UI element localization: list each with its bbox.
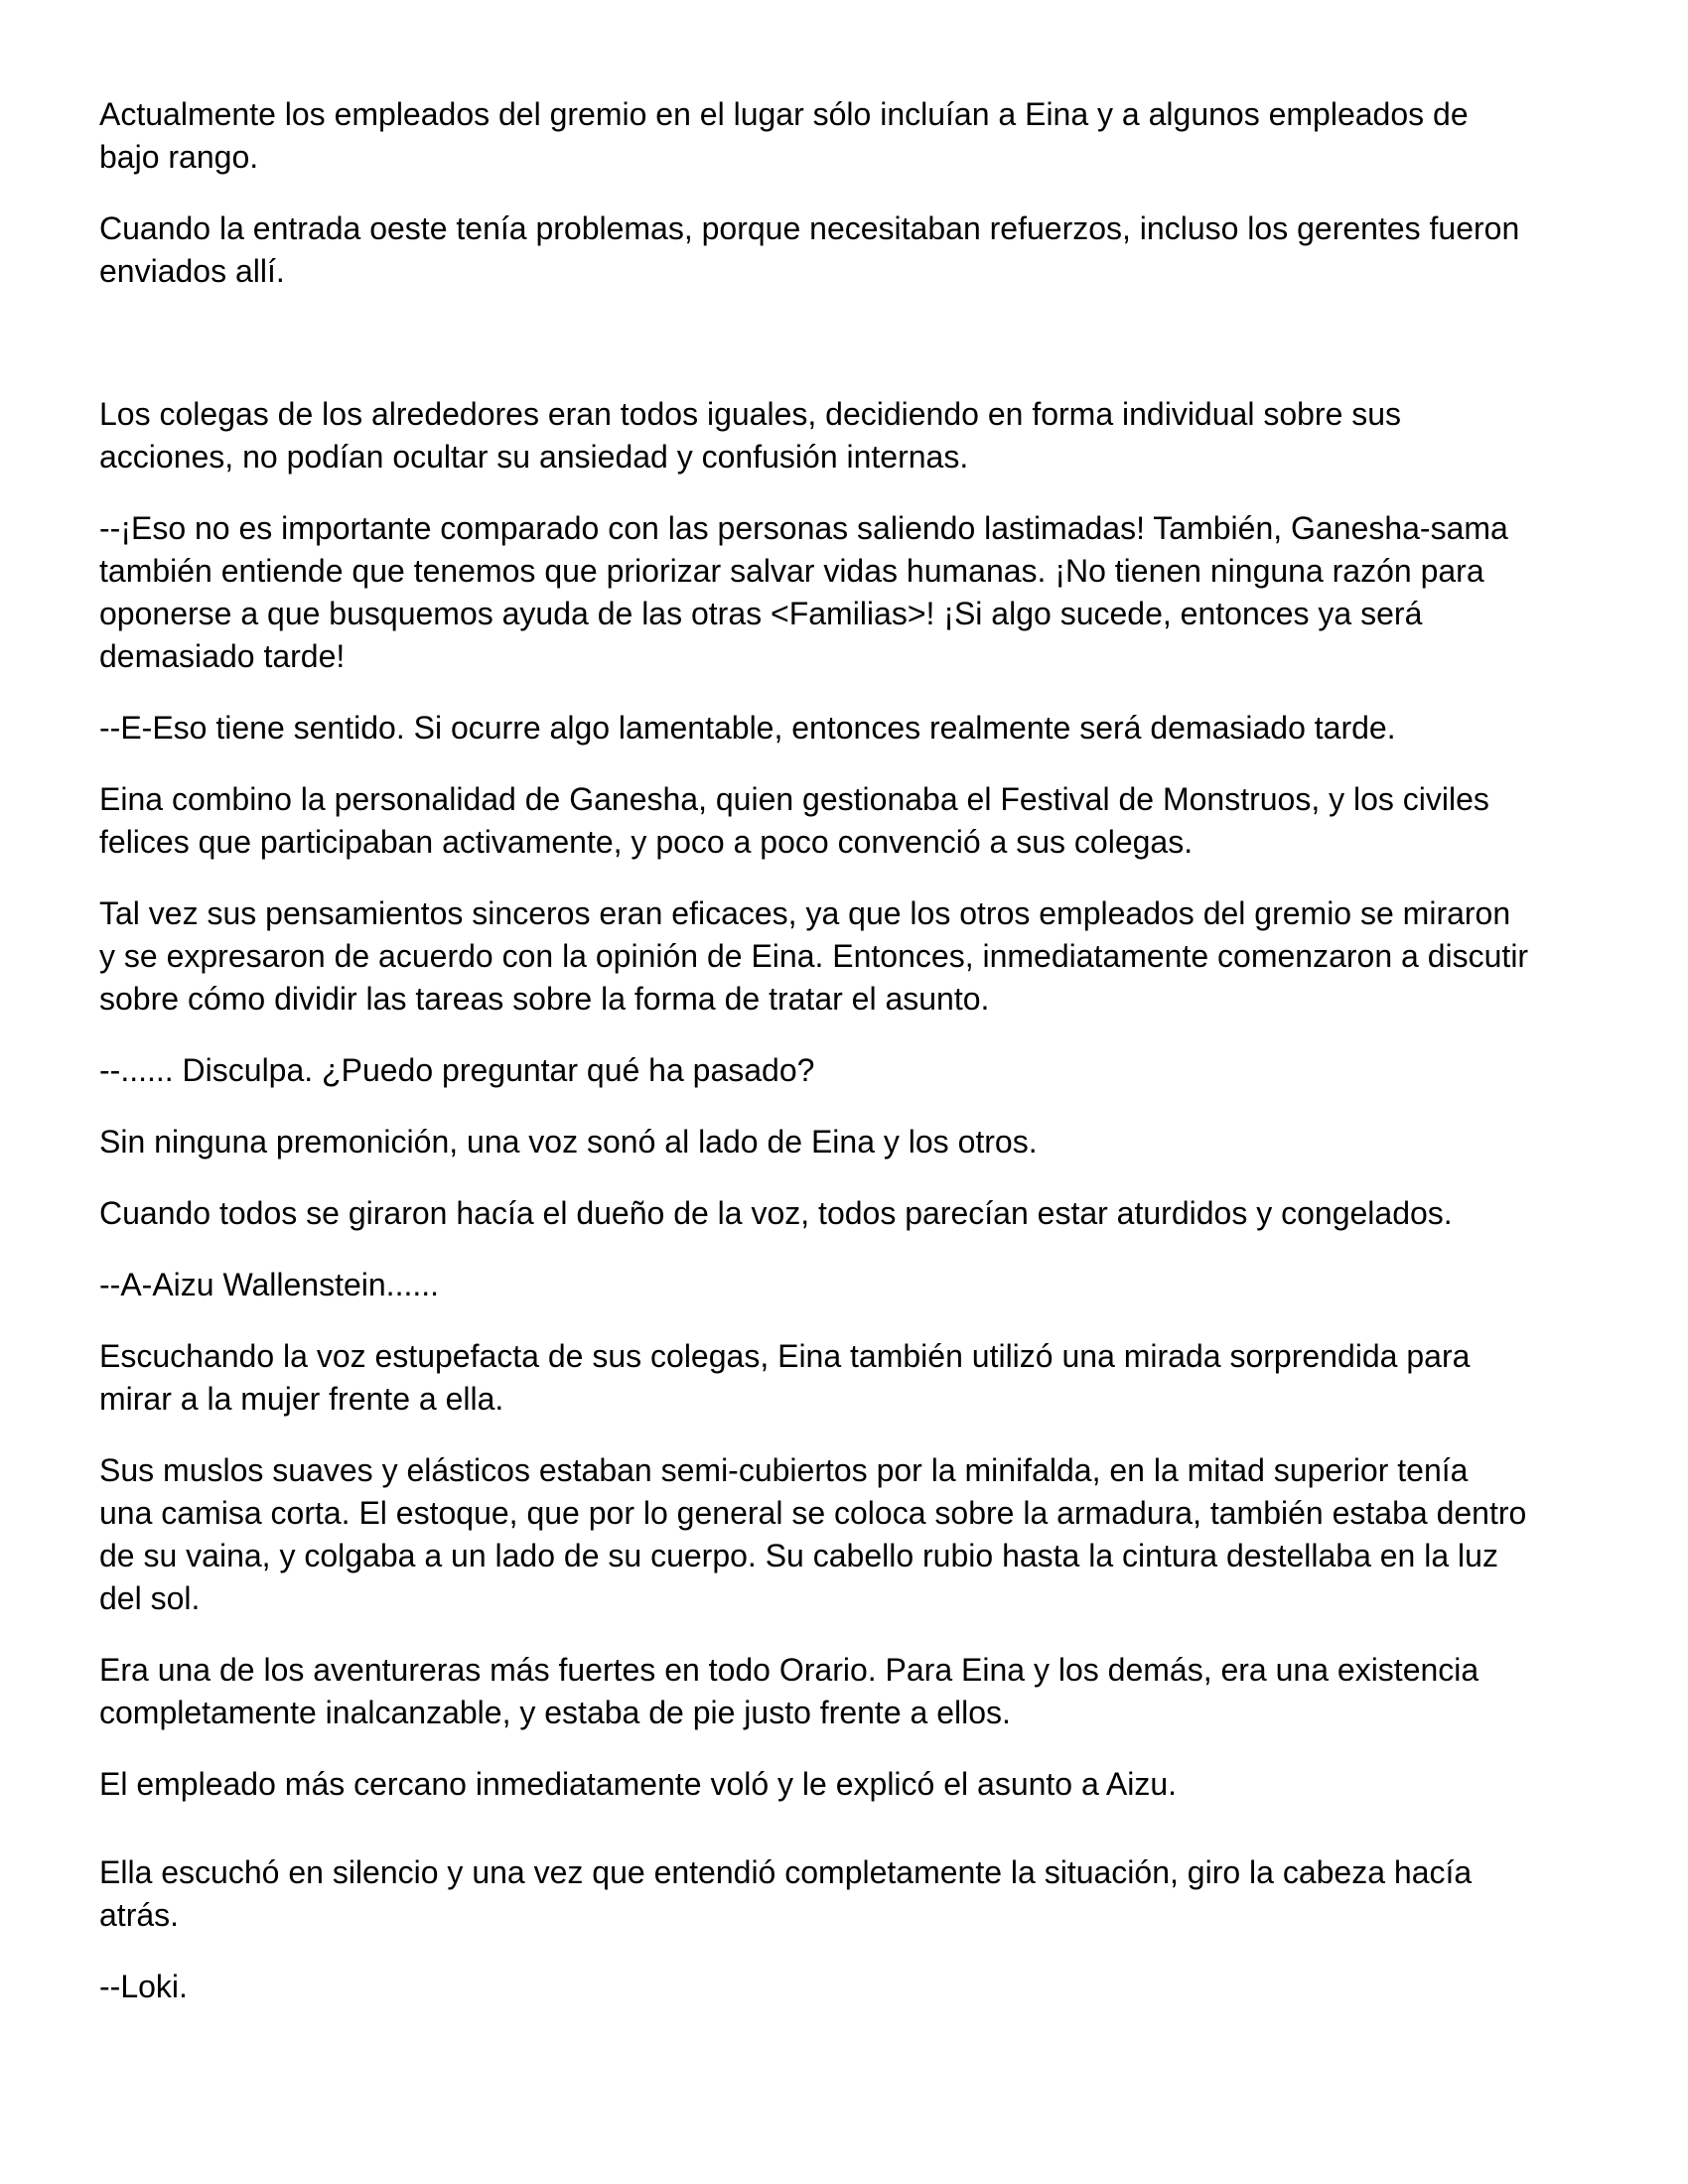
paragraph: --E-Eso tiene sentido. Si ocurre algo lamentable, entonces realmente será demasiado tarde. <box>99 710 1396 746</box>
paragraph: Sin ninguna premonición, una voz sonó al lado de Eina y los otros. <box>99 1124 1038 1160</box>
paragraph: Los colegas de los alrededores eran todos iguales, decidiendo en forma individual sobre sus acciones, no podían ocultar su ansiedad y confusión internas. <box>99 396 1402 475</box>
paragraph: --Loki. <box>99 1969 188 2004</box>
paragraph: --¡Eso no es importante comparado con las personas saliendo lastimadas! También, Ganesha-sama también entiende que tenemos que priorizar salvar vidas humanas. ¡No tienen ninguna razón para oponerse a que busquemos ayuda de las otras <Familias>! ¡Si algo sucede, entonces ya será demasiado tarde! <box>99 510 1508 674</box>
paragraph: Actualmente los empleados del gremio en el lugar sólo incluían a Eina y a algunos empleados de bajo rango. <box>99 96 1469 175</box>
paragraph: Era una de los aventureras más fuertes en todo Orario. Para Eina y los demás, era una existencia completamente inalcanzable, y estaba de pie justo frente a ellos. <box>99 1652 1479 1730</box>
paragraph: Tal vez sus pensamientos sinceros eran eficaces, ya que los otros empleados del gremio se miraron y se expresaron de acuerdo con la opinión de Eina. Entonces, inmediatamente comenzaron a discutir sobre cómo dividir las tareas sobre la forma de tratar el asunto. <box>99 895 1529 1017</box>
paragraph: Cuando la entrada oeste tenía problemas, porque necesitaban refuerzos, incluso los gerentes fueron enviados allí. <box>99 210 1520 289</box>
paragraph: El empleado más cercano inmediatamente voló y le explicó el asunto a Aizu. <box>99 1766 1178 1802</box>
paragraph: Cuando todos se giraron hacía el dueño de la voz, todos parecían estar aturdidos y congelados. <box>99 1195 1453 1231</box>
paragraph: Escuchando la voz estupefacta de sus colegas, Eina también utilizó una mirada sorprendida para mirar a la mujer frente a ella. <box>99 1338 1471 1417</box>
paragraph: --A-Aizu Wallenstein...... <box>99 1267 440 1302</box>
paragraph: Ella escuchó en silencio y una vez que entendió completamente la situación, giro la cabeza hacía atrás. <box>99 1854 1473 1933</box>
paragraph: Eina combino la personalidad de Ganesha, quien gestionaba el Festival de Monstruos, y los civiles felices que participaban activamente, y poco a poco convenció a sus colegas. <box>99 781 1489 860</box>
paragraph: Sus muslos suaves y elásticos estaban semi-cubiertos por la minifalda, en la mitad superior tenía una camisa corta. El estoque, que por lo general se coloca sobre la armadura, también estaba dentro de su vaina, y colgaba a un lado de su cuerpo. Su cabello rubio hasta la cintura destellaba en la luz del sol. <box>99 1452 1527 1616</box>
paragraph: --...... Disculpa. ¿Puedo preguntar qué ha pasado? <box>99 1052 815 1088</box>
document-page <box>99 93 1529 2037</box>
blank-line <box>99 322 1529 364</box>
